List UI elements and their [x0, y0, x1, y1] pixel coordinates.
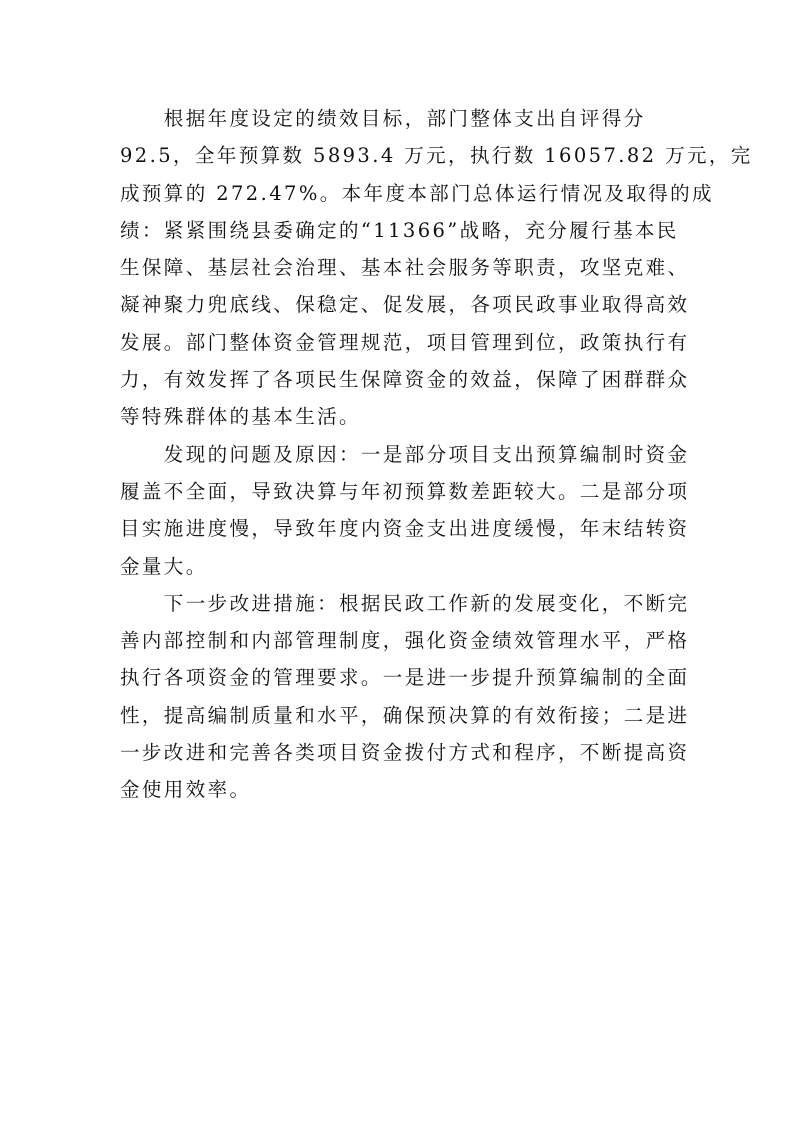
paragraph-line: 目实施进度慢，导致年度内资金支出进度缓慢，年末结转资 [120, 517, 690, 541]
paragraph-line: 执行各项资金的管理要求。一是进一步提升预算编制的全面 [120, 666, 690, 690]
paragraph-line: 等特殊群体的基本生活。 [120, 405, 361, 429]
paragraph-line: 下一步改进措施：根据民政工作新的发展变化，不断完 [120, 591, 690, 615]
paragraph-line: 根据年度设定的绩效目标，部门整体支出自评得分 [120, 107, 646, 130]
paragraph-line: 92.5，全年预算数 5893.4 万元，执行数 16057.82 万元，完 [120, 144, 753, 168]
paragraph-line: 一步改进和完善各类项目资金拨付方式和程序，不断提高资 [120, 741, 690, 765]
document-body [120, 100, 753, 809]
paragraph-line: 发展。部门整体资金管理规范，项目管理到位，政策执行有 [120, 330, 690, 354]
paragraph-line: 性，提高编制质量和水平，确保预决算的有效衔接；二是进 [120, 703, 690, 727]
paragraph-line: 发现的问题及原因：一是部分项目支出预算编制时资金 [120, 442, 690, 466]
paragraph-line: 金量大。 [120, 554, 208, 578]
paragraph-problems-and-causes [120, 436, 690, 585]
paragraph-line: 履盖不全面，导致决算与年初预算数差距较大。二是部分项 [120, 479, 690, 503]
paragraph-line: 金使用效率。 [120, 778, 252, 802]
paragraph-line: 生保障、基层社会治理、基本社会服务等职责，攻坚克难、 [120, 256, 690, 280]
paragraph-line: 绩：紧紧围绕县委确定的“11366”战略，充分履行基本民 [120, 218, 679, 242]
paragraph-line: 善内部控制和内部管理制度，强化资金绩效管理水平，严格 [120, 629, 690, 653]
paragraph-line: 凝神聚力兜底线、保稳定、促发展，各项民政事业取得高效 [120, 293, 690, 317]
paragraph-line: 力，有效发挥了各项民生保障资金的效益，保障了困群群众 [120, 368, 690, 392]
paragraph-line: 成预算的 272.47%。本年度本部门总体运行情况及取得的成 [120, 181, 714, 205]
paragraph-evaluation-summary [120, 100, 753, 436]
paragraph-improvement-measures [120, 585, 690, 809]
